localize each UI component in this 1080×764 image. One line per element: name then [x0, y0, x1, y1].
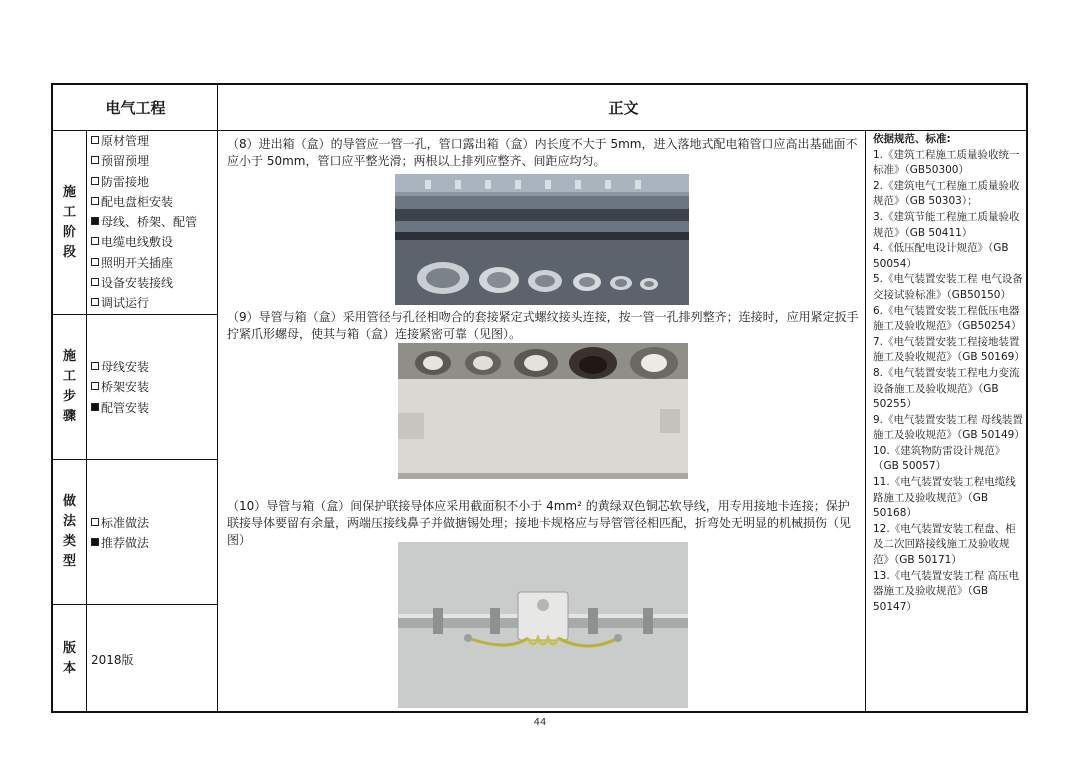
- list-item: 调试运行: [91, 293, 197, 313]
- spec-sheet: [51, 83, 1028, 713]
- paragraph-10: （10）导管与箱（盒）间保护联接导体应采用截面积不小于 4mm² 的黄绿双色铜芯软导线，用专用接地卡连接；保护联接导体要留有余量，两端压接线鼻子并做搪锡处理；接地卡规格应与导管管径相匹配，折弯处无明显的机械损伤（见图）: [227, 499, 852, 547]
- checkbox-icon: [91, 136, 99, 144]
- list-item: 桥架安装: [91, 377, 149, 397]
- checked-box-icon: [91, 538, 99, 546]
- checkbox-icon: [91, 298, 99, 306]
- checkbox-icon: [91, 177, 99, 185]
- list-item: 母线、桥架、配管: [91, 212, 197, 232]
- checkbox-icon: [91, 278, 99, 286]
- stage-label-construction-phase: 施工阶段: [62, 184, 76, 260]
- list-item: 配电盘柜安装: [91, 192, 197, 212]
- page-number: 44: [533, 717, 547, 728]
- main-title: 正文: [608, 99, 639, 117]
- list-item: 母线安装: [91, 357, 149, 377]
- checkbox-icon: [91, 237, 99, 245]
- reference-item: 7.《电气装置安装工程接地装置施工及验收规范》（GB 50169）: [873, 335, 1025, 364]
- list-item: 设备安装接线: [91, 273, 197, 293]
- checkbox-icon: [91, 258, 99, 266]
- list-item: 电缆电线敷设: [91, 232, 197, 252]
- checkbox-icon: [91, 518, 99, 526]
- list-item: 照明开关插座: [91, 253, 197, 273]
- list-item: 推荐做法: [91, 533, 149, 553]
- checkbox-icon: [91, 382, 99, 390]
- reference-item: 11.《电气装置安装工程电缆线路施工及验收规范》（GB 50168）: [873, 476, 1016, 520]
- paragraph-9: （9）导管与箱（盒）采用管径与孔径相吻合的套接紧定式螺纹接头连接，按一管一孔排列整齐；连接时，应用紧定扳手拧紧爪形螺母，使其与箱（盒）连接紧密可靠（见图）。: [227, 310, 859, 341]
- reference-item: 6.《电气装置安装工程低压电器施工及验收规范》（GB50254）: [873, 304, 1022, 333]
- stage-label-version: 版本: [62, 641, 76, 676]
- reference-item: 2.《建筑电气工程施工质量验收规范》（GB 50303）；: [873, 179, 1020, 208]
- method-type-list: [91, 513, 149, 554]
- checkbox-icon: [91, 197, 99, 205]
- reference-item: 10.《建筑物防雷设计规范》（GB 50057）: [873, 444, 1006, 473]
- list-item: 预留预埋: [91, 151, 197, 171]
- reference-item: 13.《电气装置安装工程 高压电器施工及验收规范》（GB 50147）: [873, 569, 1020, 613]
- reference-standards: [873, 130, 1025, 615]
- list-item: 原材管理: [91, 131, 197, 151]
- list-item: 配管安装: [91, 398, 149, 418]
- divider: [217, 85, 218, 711]
- checked-box-icon: [91, 217, 99, 225]
- reference-item: 9.《电气装置安装工程 母线装置施工及验收规范》（GB 50149）: [873, 413, 1025, 442]
- stage-label-method-type: 做法类型: [62, 494, 76, 569]
- checkbox-icon: [91, 156, 99, 164]
- list-item: 标准做法: [91, 513, 149, 533]
- reference-item: 8.《电气装置安装工程电力变流设备施工及验收规范》（GB 50255）: [873, 366, 1020, 411]
- category-title: 电气工程: [105, 99, 166, 117]
- photo-box-connectors: [398, 343, 688, 479]
- divider: [86, 130, 87, 711]
- reference-item: 12.《电气装置安装工程盘、柜及二次回路接线施工及验收规范》（GB 50171）: [873, 522, 1016, 567]
- reference-item: 5.《电气装置安装工程 电气设备交接试验标准》（GB50150）: [873, 273, 1023, 301]
- checked-box-icon: [91, 403, 99, 411]
- reference-item: 1.《建筑工程施工质量验收统一标准》（GB50300）: [873, 148, 1020, 177]
- construction-steps-list: [91, 357, 149, 418]
- reference-title: 依据规范、标准:: [873, 133, 951, 145]
- stage-label-construction-steps: 施工步骤: [62, 349, 76, 424]
- reference-item: 4.《低压配电设计规范》（GB 50054）: [873, 242, 1009, 270]
- photo-conduit-knockouts: [395, 174, 689, 305]
- construction-phase-list: [91, 131, 197, 314]
- divider: [865, 130, 866, 711]
- checkbox-icon: [91, 362, 99, 370]
- version-value: 2018版: [91, 653, 134, 667]
- list-item: 防雷接地: [91, 172, 197, 192]
- reference-item: 3.《建筑节能工程施工质量验收规范》（GB 50411）: [873, 210, 1020, 239]
- paragraph-8: （8）进出箱（盒）的导管应一管一孔，管口露出箱（盒）内长度不大于 5mm，进入落地式配电箱管口应高出基础面不应小于 50mm，管口应平整光滑；两根以上排列应整齐、间距应均匀。: [227, 137, 858, 168]
- photo-grounding-jumper: [398, 542, 688, 708]
